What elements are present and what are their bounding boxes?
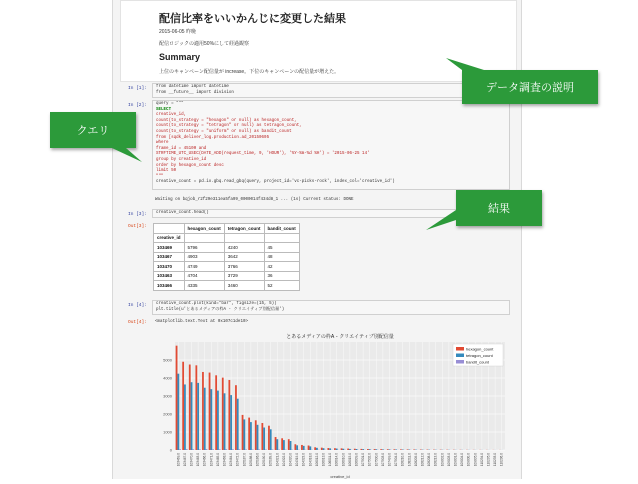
x-tick-label: 110234.0 <box>480 453 484 466</box>
bar-tetragon_count <box>290 441 292 450</box>
x-tick-label: 110236.0 <box>500 453 504 466</box>
x-tick-label: 109001.0 <box>454 453 458 467</box>
bar-tetragon_count <box>402 449 404 450</box>
bar-hexagon_count <box>261 423 263 450</box>
code-line: creative_count = pd.io.gbq.read_gbq(query, project_id='vc-picks-rock', index_col='creative_id') <box>156 180 506 186</box>
x-tick-label: 104320.0 <box>289 453 293 467</box>
bar-tetragon_count <box>369 449 371 450</box>
bar-bandit_count <box>179 449 181 450</box>
callout-description-label: データ調査の説明 <box>486 79 574 95</box>
code-line: STRFTIME_UTC_USEC(DATE_ADD(request_time, 9, 'HOUR'), '%Y-%m-%d %H') = '2015-06-25 14' <box>156 152 506 158</box>
bar-bandit_count <box>219 449 221 450</box>
in-prompt-3: In [3]: <box>128 212 147 217</box>
bar-tetragon_count <box>217 391 219 450</box>
table-cell: 4749 <box>184 262 224 272</box>
callout-pointer <box>50 112 136 148</box>
bar-hexagon_count <box>341 448 343 450</box>
bar-tetragon_count <box>263 428 265 451</box>
callout-result-label: 結果 <box>488 200 510 216</box>
bar-hexagon_count <box>387 449 389 450</box>
index-name: creative_id <box>154 233 185 243</box>
bar-tetragon_count <box>395 449 397 450</box>
bar-hexagon_count <box>301 445 303 450</box>
x-tick-label: 110233.0 <box>493 453 497 466</box>
x-tick-label: 108212.0 <box>421 453 425 467</box>
x-tick-label: 109004.0 <box>460 453 464 467</box>
in-prompt-2: In [2]: <box>128 103 147 108</box>
row-index: 103463 <box>154 271 185 281</box>
bar-tetragon_count <box>336 449 338 450</box>
table-row <box>154 262 300 272</box>
bar-chart <box>153 330 513 479</box>
bar-hexagon_count <box>248 418 250 450</box>
x-tick-label: 109005.0 <box>473 453 477 467</box>
summary-heading: Summary <box>159 52 200 62</box>
bar-tetragon_count <box>349 449 351 450</box>
x-tick-label: 106013.0 <box>322 453 326 467</box>
column-header: tetragon_count <box>224 224 264 234</box>
report-date: 2015-06-05 昨晩 <box>159 28 196 35</box>
table-row <box>154 243 300 253</box>
bar-bandit_count <box>225 449 227 450</box>
bar-hexagon_count <box>327 448 329 450</box>
table-index-name-row <box>154 233 300 243</box>
bar-tetragon_count <box>210 389 212 450</box>
bar-bandit_count <box>239 449 241 450</box>
bar-tetragon_count <box>250 422 252 450</box>
code-line: query = """ <box>156 102 506 108</box>
table-corner <box>154 224 185 234</box>
bar-hexagon_count <box>413 449 415 450</box>
bar-hexagon_count <box>255 420 257 450</box>
x-tick-label: 104323.0 <box>302 453 306 467</box>
bar-hexagon_count <box>294 444 296 450</box>
code-line: """ <box>156 175 506 181</box>
code-line: creative_count.head() <box>156 211 506 217</box>
bar-tetragon_count <box>362 449 364 450</box>
x-tick-label: 105189.0 <box>269 453 273 467</box>
plot-return-text: <matplotlib.text.Text at 0x107c1de10> <box>155 320 248 324</box>
bar-bandit_count <box>199 449 201 450</box>
code-line: from datetime import datetime <box>156 85 506 91</box>
x-tick-label: 107504.0 <box>394 453 398 467</box>
table-header-row <box>154 224 300 234</box>
x-tick-label: 104322.0 <box>282 453 286 467</box>
bar-bandit_count <box>232 449 234 450</box>
y-tick-label: 3000 <box>163 394 173 399</box>
x-tick-label: 108210.0 <box>401 453 405 467</box>
table-cell: 4240 <box>224 243 264 253</box>
callout-query <box>50 112 136 148</box>
bar-hexagon_count <box>334 448 336 450</box>
bar-hexagon_count <box>308 446 310 451</box>
bar-hexagon_count <box>374 449 376 450</box>
table-cell: 45 <box>264 243 299 253</box>
table-cell: 4335 <box>184 281 224 291</box>
x-tick-label: 105190.0 <box>262 453 266 467</box>
bar-bandit_count <box>252 449 254 450</box>
bar-hexagon_count <box>202 372 204 450</box>
table-cell: 48 <box>264 252 299 262</box>
legend-swatch <box>456 354 464 358</box>
bar-hexagon_count <box>400 449 402 450</box>
bar-hexagon_count <box>367 449 369 450</box>
column-header: bandit_count <box>264 224 299 234</box>
report-title: 配信比率をいいかんじに変更した結果 <box>159 10 346 26</box>
table-cell: 3642 <box>224 252 264 262</box>
x-tick-label: 103467.0 <box>183 453 187 467</box>
bar-tetragon_count <box>184 384 186 450</box>
bar-hexagon_count <box>380 449 382 450</box>
x-tick-label: 103470.0 <box>190 453 194 467</box>
bar-hexagon_count <box>195 365 197 450</box>
x-tick-label: 106012.0 <box>315 453 319 467</box>
table-cell: 4704 <box>184 271 224 281</box>
bar-tetragon_count <box>356 449 358 450</box>
markdown-cell[interactable] <box>120 0 517 82</box>
x-tick-label: 107499.0 <box>388 453 392 467</box>
bar-hexagon_count <box>228 380 230 450</box>
table-cell: 3729 <box>224 271 264 281</box>
x-tick-label: 103469.0 <box>176 453 180 467</box>
code-line: from [sqdk_deliver_log.production.ad_20150605 <box>156 136 506 142</box>
bar-bandit_count <box>192 449 194 450</box>
x-tick-label: 105187.0 <box>242 453 246 467</box>
bar-tetragon_count <box>329 448 331 450</box>
bar-bandit_count <box>186 449 188 450</box>
bar-tetragon_count <box>309 446 311 450</box>
x-tick-label: 105188.0 <box>249 453 253 467</box>
row-index: 103467 <box>154 252 185 262</box>
bar-hexagon_count <box>182 362 184 450</box>
row-index: 103470 <box>154 262 185 272</box>
bar-hexagon_count <box>209 373 211 450</box>
bar-hexagon_count <box>321 448 323 450</box>
code-line: SELECT <box>156 108 506 114</box>
y-tick-label: 4000 <box>163 376 173 381</box>
legend-swatch <box>456 360 464 364</box>
bar-tetragon_count <box>303 446 305 450</box>
bar-tetragon_count <box>230 395 232 450</box>
x-tick-label: 108213.0 <box>434 453 438 467</box>
bar-hexagon_count <box>281 438 283 450</box>
x-tick-label: 106009.0 <box>355 453 359 467</box>
bar-hexagon_count <box>360 449 362 450</box>
bar-tetragon_count <box>243 419 245 450</box>
x-tick-label: 106010.0 <box>341 453 345 467</box>
in-prompt-4: In [4]: <box>128 303 147 308</box>
chart-svg <box>153 330 513 479</box>
bar-tetragon_count <box>296 445 298 450</box>
table-cell: 36 <box>264 271 299 281</box>
bar-hexagon_count <box>354 449 356 450</box>
bar-hexagon_count <box>288 439 290 450</box>
bar-hexagon_count <box>347 449 349 450</box>
code-line: frame_id = 45100 and <box>156 147 506 153</box>
out-prompt-3: Out[3]: <box>128 224 147 229</box>
code-cell-2[interactable] <box>152 100 510 190</box>
x-tick-label: 108211.0 <box>407 453 411 466</box>
x-tick-label: 109000.0 <box>467 453 471 467</box>
x-tick-label: 107503.0 <box>381 453 385 467</box>
legend-swatch <box>456 347 464 351</box>
x-tick-label: 106014.0 <box>335 453 339 467</box>
bar-hexagon_count <box>275 437 277 450</box>
x-tick-label: 107500.0 <box>374 453 378 467</box>
code-line: count(to_strategy = "hexagon" or null) as hexagon_count, <box>156 119 506 125</box>
table-cell: 5796 <box>184 243 224 253</box>
y-tick-label: 5000 <box>163 358 173 363</box>
bar-hexagon_count <box>242 415 244 450</box>
x-tick-label: 108208.0 <box>427 453 431 467</box>
bar-hexagon_count <box>314 447 316 450</box>
callout-result <box>456 190 542 226</box>
x-tick-label: 104321.0 <box>275 453 279 467</box>
code-line: where <box>156 141 506 147</box>
legend-entry: tetragon_count <box>466 353 494 358</box>
row-index: 103469 <box>154 243 185 253</box>
column-header: hexagon_count <box>184 224 224 234</box>
bar-hexagon_count <box>215 375 217 450</box>
bar-tetragon_count <box>257 425 259 450</box>
table-cell: 3766 <box>224 262 264 272</box>
x-tick-label: 103464.0 <box>229 453 233 467</box>
x-tick-label: 103466.0 <box>203 453 207 467</box>
x-tick-label: 107501.0 <box>361 453 365 467</box>
bar-tetragon_count <box>342 449 344 450</box>
bar-tetragon_count <box>177 374 179 450</box>
bar-tetragon_count <box>270 429 272 450</box>
bar-bandit_count <box>272 449 274 450</box>
y-tick-label: 0 <box>170 448 173 453</box>
code-line: group by creative_id <box>156 158 506 164</box>
table-cell: 42 <box>264 262 299 272</box>
bar-hexagon_count <box>393 449 395 450</box>
table-row <box>154 271 300 281</box>
x-tick-label: 103465.0 <box>216 453 220 467</box>
bar-hexagon_count <box>235 385 237 450</box>
summary-text: 上位のキャンペーン配信量が increase。下位のキャンペーンの配信量が増えた。 <box>159 68 339 75</box>
callout-pointer <box>456 190 542 226</box>
bar-tetragon_count <box>237 399 239 450</box>
x-tick-label: 106015.0 <box>348 453 352 467</box>
callout-query-label: クエリ <box>77 122 110 138</box>
bar-tetragon_count <box>382 449 384 450</box>
code-line: count(to_strategy = "tetragon" or null) as tetragon_count, <box>156 124 506 130</box>
out-prompt-4: Out[4]: <box>128 320 147 325</box>
bar-tetragon_count <box>316 448 318 450</box>
x-tick-label: 106011.0 <box>328 453 332 466</box>
code-line: creative_id, <box>156 113 506 119</box>
bar-hexagon_count <box>189 365 191 450</box>
y-tick-label: 2000 <box>163 412 173 417</box>
callout-description <box>462 70 598 104</box>
bar-bandit_count <box>206 449 208 450</box>
bar-tetragon_count <box>276 439 278 450</box>
x-tick-label: 103471.0 <box>209 453 213 467</box>
x-tick-label: 107502.0 <box>368 453 372 467</box>
dataframe-table <box>153 223 300 291</box>
bar-bandit_count <box>245 449 247 450</box>
code-cell-1[interactable] <box>152 83 510 98</box>
code-line: from __future__ import division <box>156 91 506 97</box>
x-tick-label: 109002.0 <box>440 453 444 467</box>
y-tick-label: 1000 <box>163 430 173 435</box>
in-prompt-1: In [1]: <box>128 86 147 91</box>
report-description: 配信ロジックの適用50%にして経過観察 <box>159 40 249 47</box>
bar-hexagon_count <box>176 346 178 450</box>
code-line: creative_count.plot(kind="bar", figsize=(15, 5)) <box>156 302 506 308</box>
code-cell-4[interactable] <box>152 300 510 315</box>
query-status-output: Waiting on bqjob_r2f29e311ea5fa99_0000014f434d8_1 ... (1s) Current status: DONE <box>155 198 354 202</box>
bar-tetragon_count <box>375 449 377 450</box>
table-cell: 52 <box>264 281 299 291</box>
bar-hexagon_count <box>222 378 224 450</box>
table-row <box>154 281 300 291</box>
x-tick-label: 108209.0 <box>414 453 418 467</box>
legend-entry: hexagon_count <box>466 346 494 351</box>
bar-bandit_count <box>258 449 260 450</box>
x-tick-label: 103463.0 <box>196 453 200 467</box>
table-cell: 4903 <box>184 252 224 262</box>
bar-tetragon_count <box>323 448 325 450</box>
bar-tetragon_count <box>191 382 193 450</box>
table-cell: 3460 <box>224 281 264 291</box>
code-line: limit 50 <box>156 169 506 175</box>
bar-tetragon_count <box>283 440 285 450</box>
table-row <box>154 252 300 262</box>
bar-tetragon_count <box>389 449 391 450</box>
x-axis-label: creative_id <box>330 474 349 479</box>
x-tick-label: 105186.0 <box>256 453 260 467</box>
x-tick-label: 104319.0 <box>295 453 299 467</box>
bar-tetragon_count <box>204 388 206 450</box>
bar-tetragon_count <box>197 383 199 450</box>
x-tick-label: 103468.0 <box>223 453 227 467</box>
x-tick-label: 110235.0 <box>487 453 491 466</box>
code-line: count(to_strategy = "uniform" or null) as bandit_count <box>156 130 506 136</box>
x-tick-label: 109003.0 <box>447 453 451 467</box>
row-index: 103466 <box>154 281 185 291</box>
x-tick-label: 103472.0 <box>236 453 240 467</box>
code-line: plt.title(u'とあるメディアの枠A - クリエイティブ別配信量') <box>156 308 506 314</box>
callout-pointer <box>462 70 598 104</box>
x-tick-label: 104318.0 <box>308 453 312 467</box>
code-line: order by hexagon_count desc <box>156 164 506 170</box>
bar-bandit_count <box>212 449 214 450</box>
bar-hexagon_count <box>268 426 270 450</box>
chart-title: とあるメディアの枠A - クリエイティブ別配信量 <box>286 333 394 340</box>
bar-hexagon_count <box>407 449 409 450</box>
bar-tetragon_count <box>224 393 226 450</box>
legend-entry: bandit_count <box>466 359 490 364</box>
